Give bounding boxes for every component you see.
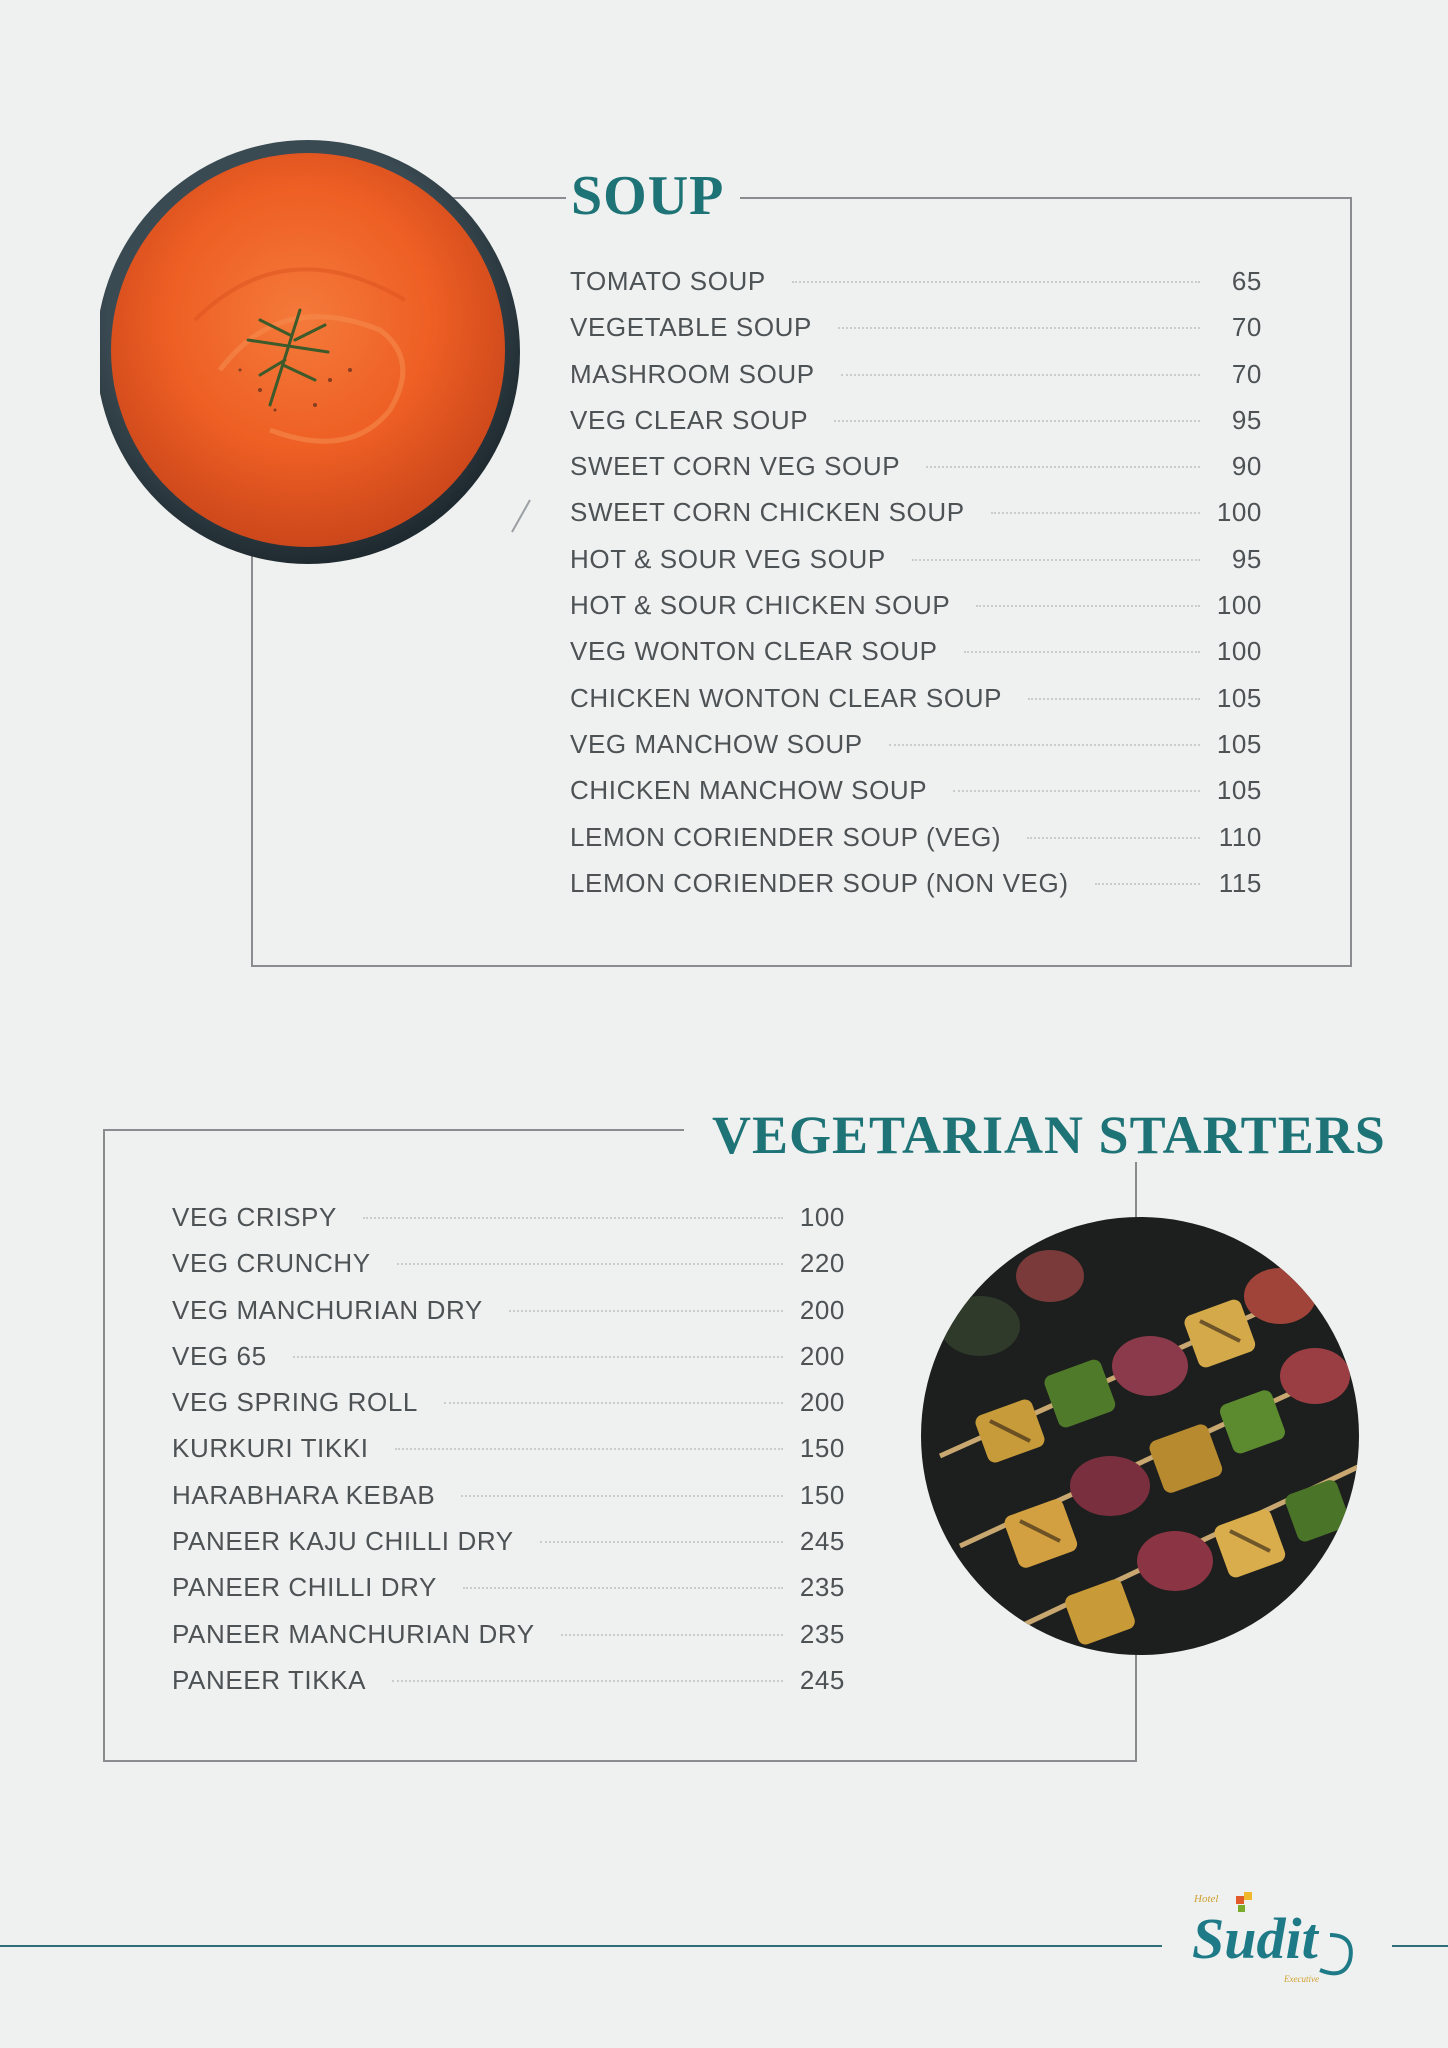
item-price: 110 [1218, 821, 1262, 852]
dotted-leader [540, 1541, 783, 1543]
dotted-leader [953, 790, 1200, 792]
item-name: KURKURI TIKKI [172, 1433, 369, 1464]
item-price: 150 [799, 1433, 845, 1464]
list-item [570, 266, 1262, 312]
item-name: LEMON CORIENDER SOUP (VEG) [570, 821, 1002, 852]
dotted-leader [1027, 837, 1200, 839]
item-name: CHICKEN MANCHOW SOUP [570, 775, 928, 806]
list-item [172, 1480, 845, 1526]
item-name: VEG CRUNCHY [172, 1248, 371, 1279]
item-price: 105 [1216, 682, 1262, 713]
dotted-leader [444, 1402, 783, 1404]
item-price: 90 [1231, 451, 1262, 482]
dotted-leader [926, 466, 1200, 468]
dotted-leader [509, 1310, 783, 1312]
item-name: PANEER TIKKA [172, 1664, 367, 1695]
list-item [172, 1433, 845, 1479]
svg-text:Sudit: Sudit [1192, 1906, 1318, 1971]
item-price: 100 [1216, 590, 1262, 621]
list-item [570, 636, 1262, 682]
dotted-leader [964, 651, 1200, 653]
dotted-leader [461, 1495, 783, 1497]
item-name: MASHROOM SOUP [570, 358, 815, 389]
soup-menu-list [570, 266, 1262, 914]
item-price: 200 [799, 1294, 845, 1325]
list-item [172, 1665, 845, 1711]
list-item [172, 1387, 845, 1433]
hotel-sudit-logo [1180, 1880, 1380, 1990]
item-price: 95 [1231, 404, 1262, 435]
list-item [172, 1341, 845, 1387]
dotted-leader [363, 1217, 783, 1219]
item-price: 105 [1216, 775, 1262, 806]
veg-starters-title: VEGETARIAN STARTERS [684, 1108, 1392, 1162]
item-price: 95 [1231, 543, 1262, 574]
item-price: 220 [799, 1248, 845, 1279]
item-name: TOMATO SOUP [570, 266, 766, 296]
dotted-leader [838, 327, 1200, 329]
item-price: 200 [799, 1340, 845, 1371]
list-item [570, 359, 1262, 405]
item-price: 235 [799, 1618, 845, 1649]
item-price: 105 [1216, 728, 1262, 759]
item-name: HARABHARA KEBAB [172, 1479, 436, 1510]
item-name: VEG SPRING ROLL [172, 1387, 418, 1418]
list-item [570, 497, 1262, 543]
item-price: 245 [799, 1526, 845, 1557]
item-price: 100 [1216, 497, 1262, 528]
item-price: 235 [799, 1572, 845, 1603]
dotted-leader [392, 1680, 783, 1682]
dotted-leader [834, 420, 1200, 422]
item-name: LEMON CORIENDER SOUP (NON VEG) [570, 867, 1069, 898]
dotted-leader [395, 1448, 783, 1450]
soup-title: SOUP [566, 168, 740, 224]
item-price: 100 [1216, 636, 1262, 667]
dotted-leader [991, 512, 1200, 514]
footer-rule-right [1392, 1945, 1448, 1947]
list-item [570, 590, 1262, 636]
dotted-leader [293, 1356, 783, 1358]
dotted-leader [792, 281, 1200, 283]
item-name: SWEET CORN VEG SOUP [570, 451, 901, 482]
list-item [570, 544, 1262, 590]
list-item [172, 1572, 845, 1618]
list-item [570, 683, 1262, 729]
item-name: SWEET CORN CHICKEN SOUP [570, 497, 965, 528]
list-item [570, 775, 1262, 821]
dotted-leader [976, 605, 1200, 607]
item-name: VEG MANCHOW SOUP [570, 728, 863, 759]
item-name: HOT & SOUR CHICKEN SOUP [570, 590, 951, 621]
dotted-leader [1028, 698, 1200, 700]
list-item [570, 868, 1262, 914]
list-item [172, 1202, 845, 1248]
list-item [172, 1526, 845, 1572]
item-price: 115 [1218, 867, 1262, 898]
item-price: 200 [799, 1387, 845, 1418]
tomato-soup-photo [100, 140, 540, 570]
dotted-leader [561, 1634, 783, 1636]
svg-text:Hotel: Hotel [1194, 1893, 1219, 1905]
dotted-leader [912, 559, 1200, 561]
dotted-leader [1095, 883, 1200, 885]
list-item [172, 1619, 845, 1665]
list-item [570, 822, 1262, 868]
dotted-leader [889, 744, 1200, 746]
item-name: PANEER KAJU CHILLI DRY [172, 1526, 514, 1557]
veg-starters-menu-list [172, 1202, 845, 1711]
veg-kebab-photo [920, 1216, 1360, 1656]
item-name: PANEER MANCHURIAN DRY [172, 1618, 535, 1649]
svg-text:Executive: Executive [1284, 1974, 1319, 1984]
item-name: VEG CLEAR SOUP [570, 404, 809, 435]
list-item [570, 405, 1262, 451]
item-name: VEG 65 [172, 1340, 267, 1371]
dotted-leader [463, 1587, 783, 1589]
item-price: 65 [1231, 266, 1262, 296]
footer-rule-left [0, 1945, 1162, 1947]
item-name: VEGETABLE SOUP [570, 312, 812, 343]
list-item [570, 729, 1262, 775]
list-item [570, 451, 1262, 497]
item-name: VEG WONTON CLEAR SOUP [570, 636, 938, 667]
item-price: 150 [799, 1479, 845, 1510]
item-name: CHICKEN WONTON CLEAR SOUP [570, 682, 1003, 713]
dotted-leader [397, 1263, 783, 1265]
item-price: 245 [799, 1664, 845, 1695]
item-name: VEG MANCHURIAN DRY [172, 1294, 483, 1325]
item-price: 70 [1231, 358, 1262, 389]
item-name: HOT & SOUR VEG SOUP [570, 543, 886, 574]
item-price: 70 [1231, 312, 1262, 343]
list-item [172, 1295, 845, 1341]
list-item [570, 312, 1262, 358]
dotted-leader [841, 374, 1200, 376]
item-name: PANEER CHILLI DRY [172, 1572, 437, 1603]
item-name: VEG CRISPY [172, 1202, 337, 1232]
list-item [172, 1248, 845, 1294]
item-price: 100 [799, 1202, 845, 1232]
